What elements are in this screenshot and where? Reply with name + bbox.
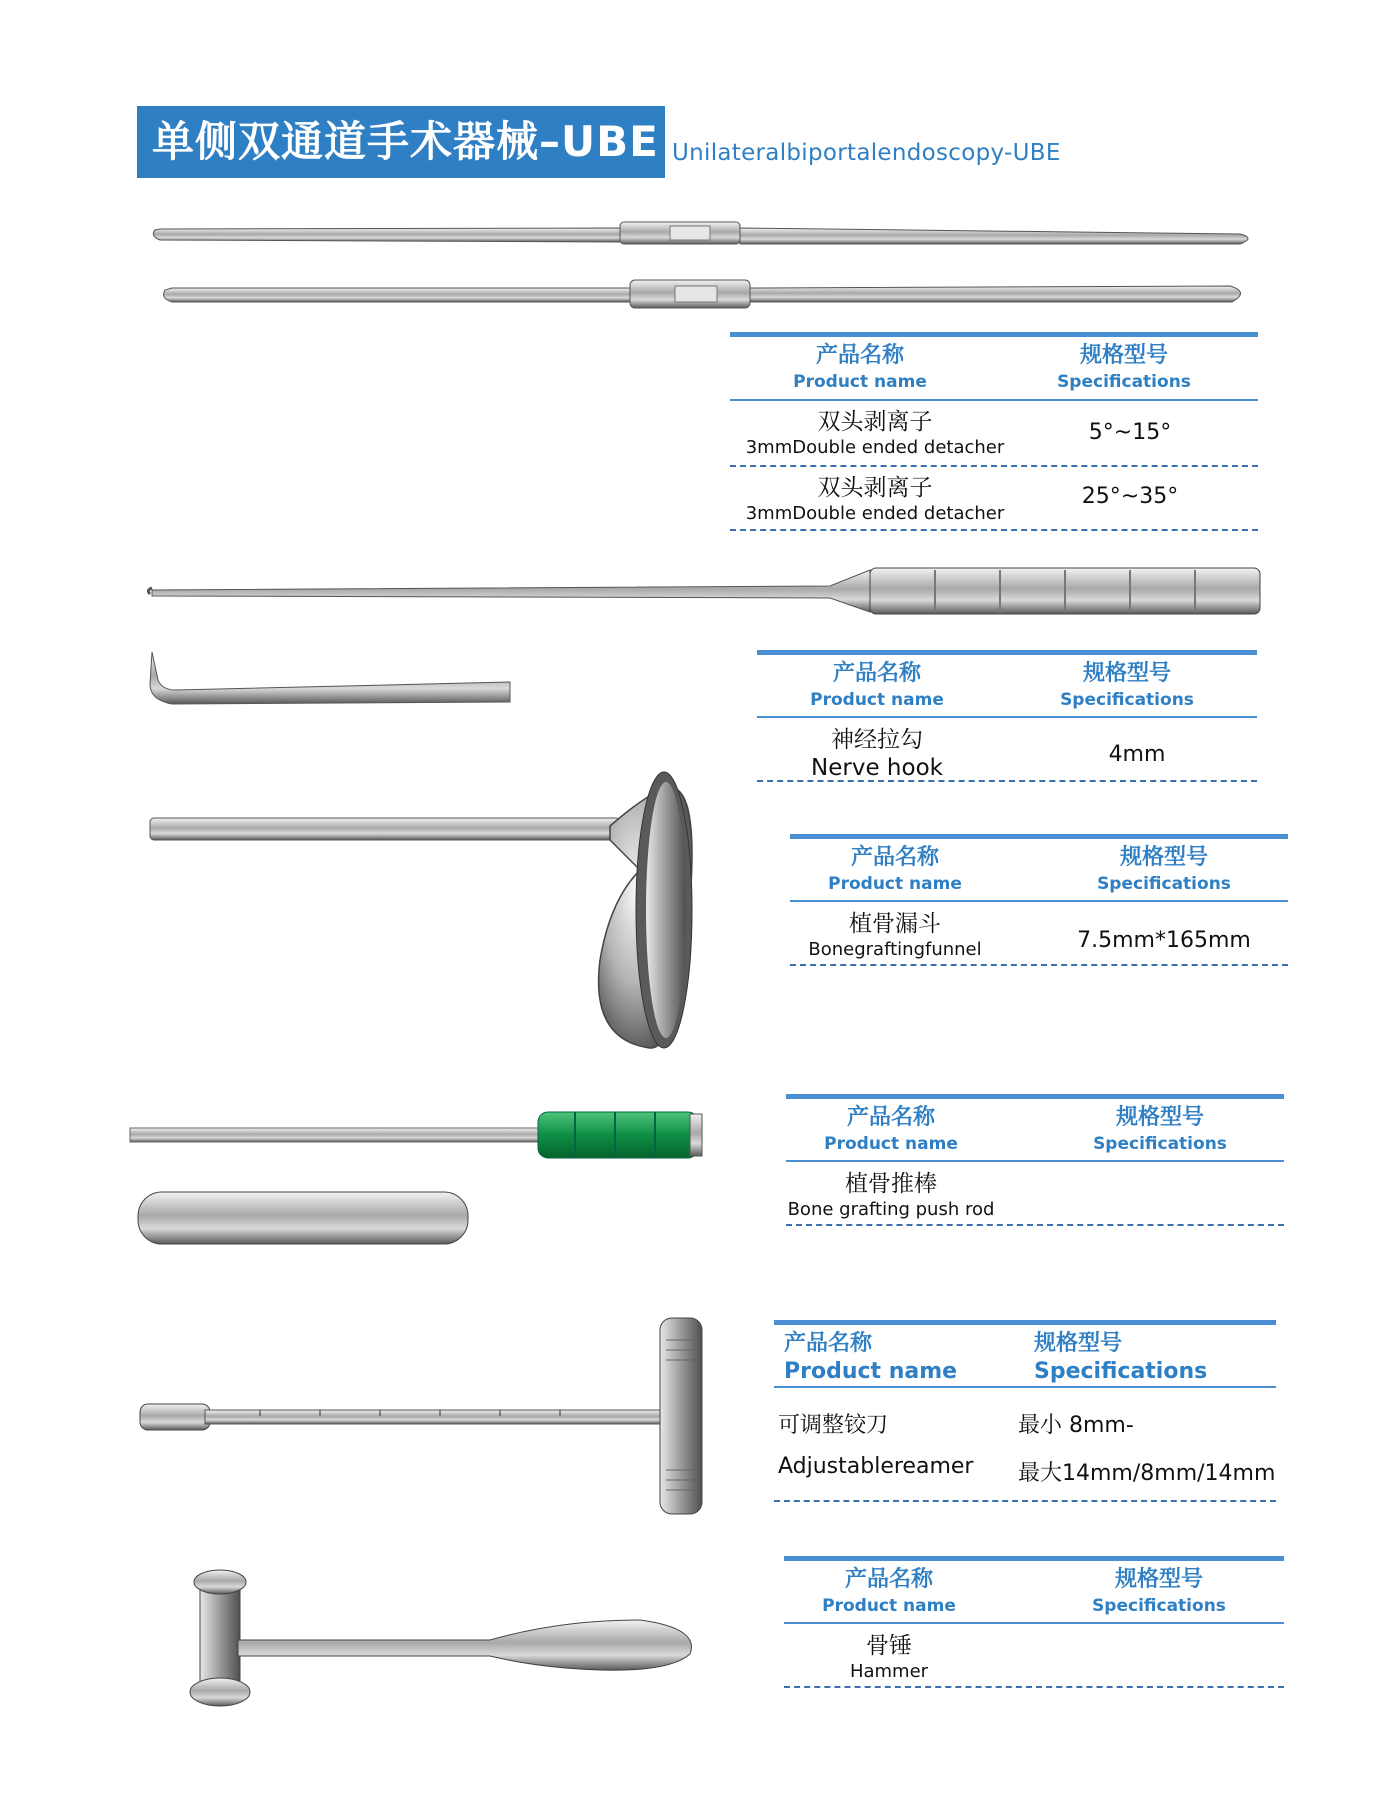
push-rod-name-en: Bone grafting push rod <box>787 1199 995 1220</box>
detacher-2-name-en: 3mmDouble ended detacher <box>745 503 1005 524</box>
header-name-en: Product name <box>822 1596 956 1616</box>
funnel-name-cn: 植骨漏斗 <box>849 911 941 937</box>
spec-table-hammer <box>784 1556 1284 1691</box>
bone-grafting-funnel-image <box>150 772 692 1048</box>
header-spec-cn: 规格型号 <box>1034 1331 1123 1356</box>
header-spec-cn: 规格型号 <box>1114 1567 1203 1592</box>
adjustable-reamer-image <box>140 1318 702 1514</box>
hammer-name-cn: 骨锤 <box>866 1633 912 1659</box>
header-spec-en: Specifications <box>1097 874 1231 894</box>
push-rod-image <box>130 1112 702 1244</box>
header-name-en: Product name <box>828 874 962 894</box>
header-spec-en: Specifications <box>1057 372 1191 392</box>
header-name-cn: 产品名称 <box>850 845 939 870</box>
header-name-cn: 产品名称 <box>832 661 921 686</box>
double-ended-detacher-image <box>153 222 1248 308</box>
header-spec-en: Specifications <box>1060 690 1194 710</box>
reamer-name-cn: 可调整铰刀 <box>778 1413 889 1438</box>
header-name-cn: 产品名称 <box>815 343 904 368</box>
spec-table-detacher <box>730 332 1258 537</box>
header-spec-en: Specifications <box>1034 1359 1208 1384</box>
nerve-hook-name-cn: 神经拉勾 <box>831 727 923 753</box>
detacher-2-name-cn: 双头剥离子 <box>817 475 933 501</box>
header-name-en: Product name <box>824 1134 958 1154</box>
page-title: 单侧双通道手术器械–UBE <box>137 106 665 178</box>
reamer-spec-min: 最小 8mm- <box>1018 1413 1134 1438</box>
spec-table-push-rod <box>786 1094 1284 1229</box>
header-spec-en: Specifications <box>1093 1134 1227 1154</box>
header-name-cn: 产品名称 <box>784 1331 873 1356</box>
header-spec-cn: 规格型号 <box>1115 1105 1204 1130</box>
nerve-hook-spec: 4mm <box>1108 742 1166 767</box>
header-name-en: Product name <box>784 1359 958 1384</box>
header-name-en: Product name <box>810 690 944 710</box>
hammer-name-en: Hammer <box>849 1661 929 1682</box>
detacher-1-name-en: 3mmDouble ended detacher <box>745 437 1005 458</box>
funnel-name-en: Bonegraftingfunnel <box>808 939 982 960</box>
header-name-en: Product name <box>793 372 927 392</box>
reamer-spec-max: 最大14mm/8mm/14mm <box>1018 1461 1276 1486</box>
reamer-name-en: Adjustablereamer <box>778 1454 974 1479</box>
nerve-hook-name-en: Nerve hook <box>811 755 943 781</box>
hammer-image <box>190 1570 691 1706</box>
funnel-spec: 7.5mm*165mm <box>1077 928 1251 953</box>
detacher-1-name-cn: 双头剥离子 <box>817 409 933 435</box>
header-spec-cn: 规格型号 <box>1119 845 1208 870</box>
spec-table-nerve-hook <box>757 650 1257 785</box>
spec-table-reamer <box>774 1320 1276 1505</box>
header-name-cn: 产品名称 <box>844 1567 933 1592</box>
page-subtitle: Unilateralbiportalendoscopy-UBE <box>672 140 1061 166</box>
push-rod-name-cn: 植骨推棒 <box>845 1171 937 1197</box>
spec-table-funnel <box>790 834 1288 969</box>
header-spec-cn: 规格型号 <box>1079 343 1168 368</box>
detacher-2-spec: 25°~35° <box>1081 484 1179 509</box>
detacher-1-spec: 5°~15° <box>1088 420 1172 445</box>
header-name-cn: 产品名称 <box>846 1105 935 1130</box>
header-spec-en: Specifications <box>1092 1596 1226 1616</box>
header-spec-cn: 规格型号 <box>1082 661 1171 686</box>
